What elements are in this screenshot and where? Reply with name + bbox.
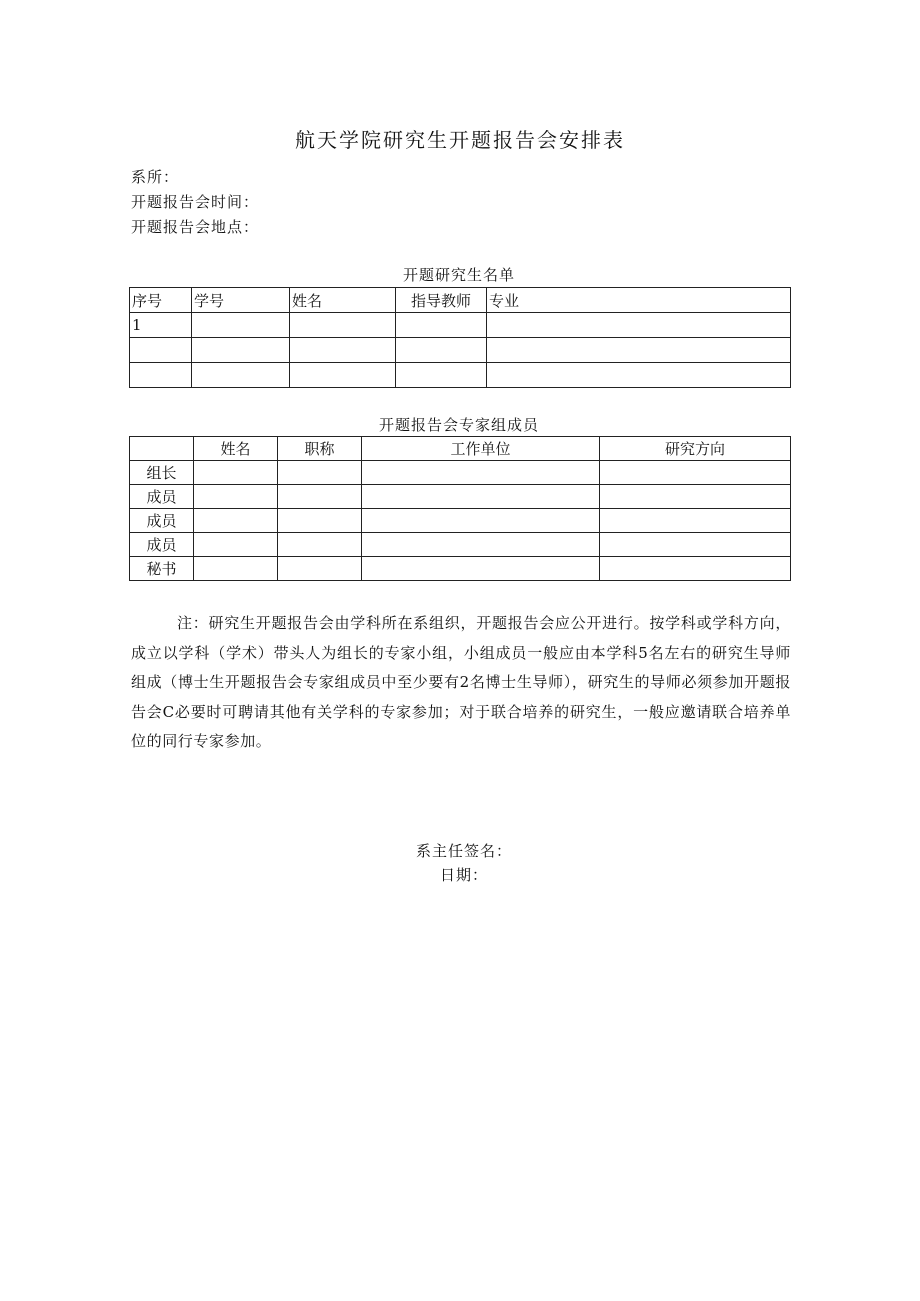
table-row xyxy=(130,461,791,485)
col-header-research-area: 研究方向 xyxy=(600,437,791,461)
cell-affiliation[interactable] xyxy=(362,533,600,557)
cell-affiliation[interactable] xyxy=(362,557,600,581)
cell-title[interactable] xyxy=(278,533,362,557)
cell-student-id[interactable] xyxy=(192,313,290,338)
table-row xyxy=(130,485,791,509)
cell-name[interactable] xyxy=(194,533,278,557)
cell-student-id[interactable] xyxy=(192,363,290,388)
table-row xyxy=(130,533,791,557)
cell-name[interactable] xyxy=(194,461,278,485)
cell-title[interactable] xyxy=(278,461,362,485)
cell-index[interactable] xyxy=(130,338,192,363)
time-field: 开题报告会时间： xyxy=(131,193,260,211)
cell-role: 成员 xyxy=(130,485,194,509)
cell-name[interactable] xyxy=(194,509,278,533)
students-caption: 开题研究生名单 xyxy=(402,266,515,284)
page-title: 航天学院研究生开题报告会安排表 xyxy=(295,128,625,152)
table-row xyxy=(130,313,791,338)
cell-research-area[interactable] xyxy=(600,461,791,485)
cell-name[interactable] xyxy=(290,363,396,388)
department-field: 系所： xyxy=(131,168,180,186)
cell-name[interactable] xyxy=(194,485,278,509)
location-field: 开题报告会地点： xyxy=(131,218,260,236)
note-paragraph: 注：研究生开题报告会由学科所在系组织，开题报告会应公开进行。按学科或学科方向，成立以学科（学术）带头人为组长的专家小组，小组成员一般应由本学科5名左右的研究生导师组成（博士生开题报告会专家组成员中至少要有2名博士生导师），研究生的导师必须参加开题报告会C必要时可聘请其他有关学科的专家参加；对于联合培养的研究生，一般应邀请联合培养单位的同行专家参加。 xyxy=(131,614,791,750)
cell-research-area[interactable] xyxy=(600,485,791,509)
cell-advisor[interactable] xyxy=(396,363,487,388)
cell-name[interactable] xyxy=(290,313,396,338)
cell-title[interactable] xyxy=(278,485,362,509)
signature-date: 日期： xyxy=(440,866,489,884)
col-header-advisor: 指导教师 xyxy=(396,288,487,313)
cell-major[interactable] xyxy=(487,363,791,388)
director-signature: 系主任签名： xyxy=(416,842,513,860)
cell-research-area[interactable] xyxy=(600,533,791,557)
col-header-role xyxy=(130,437,194,461)
cell-advisor[interactable] xyxy=(396,313,487,338)
cell-name[interactable] xyxy=(290,338,396,363)
cell-major[interactable] xyxy=(487,313,791,338)
cell-name[interactable] xyxy=(194,557,278,581)
col-header-affiliation: 工作单位 xyxy=(362,437,600,461)
col-header-name: 姓名 xyxy=(194,437,278,461)
cell-major[interactable] xyxy=(487,338,791,363)
cell-role: 成员 xyxy=(130,533,194,557)
col-header-index: 序号 xyxy=(130,288,192,313)
cell-affiliation[interactable] xyxy=(362,509,600,533)
cell-affiliation[interactable] xyxy=(362,461,600,485)
cell-role: 成员 xyxy=(130,509,194,533)
cell-index[interactable] xyxy=(130,363,192,388)
students-table xyxy=(129,287,791,388)
cell-role: 秘书 xyxy=(130,557,194,581)
table-row xyxy=(130,557,791,581)
experts-header-row xyxy=(130,437,791,461)
col-header-major: 专业 xyxy=(487,288,791,313)
cell-student-id[interactable] xyxy=(192,338,290,363)
experts-table xyxy=(129,436,791,581)
col-header-student-id: 学号 xyxy=(192,288,290,313)
cell-advisor[interactable] xyxy=(396,338,487,363)
table-row xyxy=(130,363,791,388)
table-row xyxy=(130,338,791,363)
cell-affiliation[interactable] xyxy=(362,485,600,509)
students-header-row xyxy=(130,288,791,313)
cell-research-area[interactable] xyxy=(600,557,791,581)
cell-role: 组长 xyxy=(130,461,194,485)
cell-title[interactable] xyxy=(278,557,362,581)
cell-title[interactable] xyxy=(278,509,362,533)
cell-research-area[interactable] xyxy=(600,509,791,533)
table-row xyxy=(130,509,791,533)
col-header-name: 姓名 xyxy=(290,288,396,313)
col-header-title: 职称 xyxy=(278,437,362,461)
cell-index[interactable]: 1 xyxy=(130,313,192,338)
experts-caption: 开题报告会专家组成员 xyxy=(378,416,539,434)
